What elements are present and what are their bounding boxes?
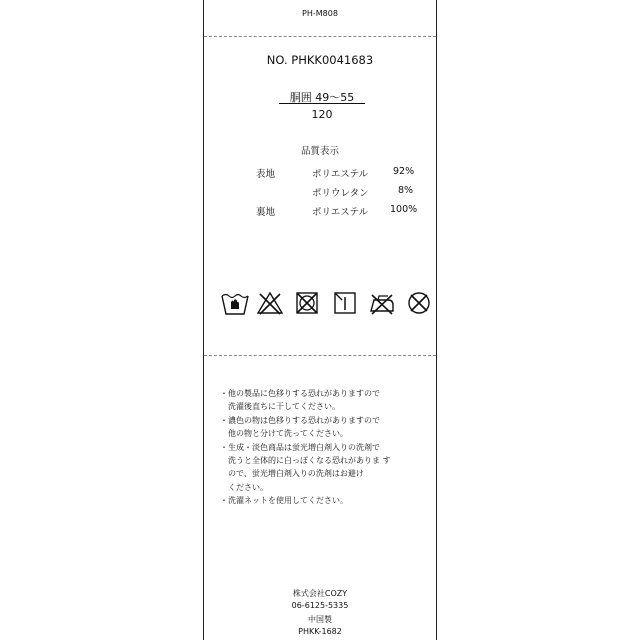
line-dry-shade-icon (332, 290, 358, 316)
fabric-part: 表地 (256, 169, 276, 180)
product-number: NO. PHKK0041683 (266, 53, 374, 67)
care-notes (220, 387, 420, 508)
size-value: 120 (311, 108, 333, 121)
no-tumble-dry-icon (294, 290, 320, 316)
no-dry-clean-icon (406, 290, 432, 316)
fabric-material: ポリウレタン (312, 188, 369, 199)
note-line: 洗うと全体的に白っぽくなる恐れがありま す (220, 456, 391, 466)
fabric-material: ポリエステル (312, 169, 369, 180)
note-line: ・濃色の物は色移りする恐れがありますので (220, 415, 380, 425)
company-name: 株式会社COZY (292, 589, 348, 598)
note-line: ので、蛍光増白剤入りの洗剤はお避け (220, 469, 364, 479)
note-line: ください。 (220, 482, 268, 492)
size-underline (279, 103, 365, 104)
note-line: 洗濯後直ちに干してください。 (220, 402, 340, 412)
country-of-origin: 中国製 (308, 615, 332, 624)
hand-wash-icon (220, 290, 250, 316)
no-bleach-icon (256, 290, 284, 316)
fabric-material: ポリエステル (312, 207, 369, 218)
fabric-percent: 8% (398, 185, 414, 196)
company-phone: 06-6125-5335 (291, 601, 349, 610)
fabric-percent: 92% (393, 166, 415, 177)
note-line: ・洗濯ネットを使用してください。 (220, 496, 348, 506)
note-line: ・生成・淡色商品は蛍光増白剤入りの洗剤で (220, 442, 380, 452)
size-label: 胴囲 49～55 (289, 91, 355, 104)
note-line: ・他の製品に色移りする恐れがありますので (220, 389, 380, 398)
quality-title: 品質表示 (300, 146, 339, 157)
fabric-part: 裏地 (256, 207, 276, 218)
divider-middle (204, 355, 436, 356)
fabric-percent: 100% (390, 204, 418, 215)
company-code: PHKK-1682 (298, 627, 342, 636)
no-iron-icon (368, 290, 396, 316)
care-symbols (220, 290, 430, 316)
care-label (203, 0, 437, 640)
label-code: PH-M808 (302, 9, 338, 18)
divider-top (204, 36, 436, 37)
note-line: 他の物と分けて洗ってください。 (220, 429, 348, 439)
